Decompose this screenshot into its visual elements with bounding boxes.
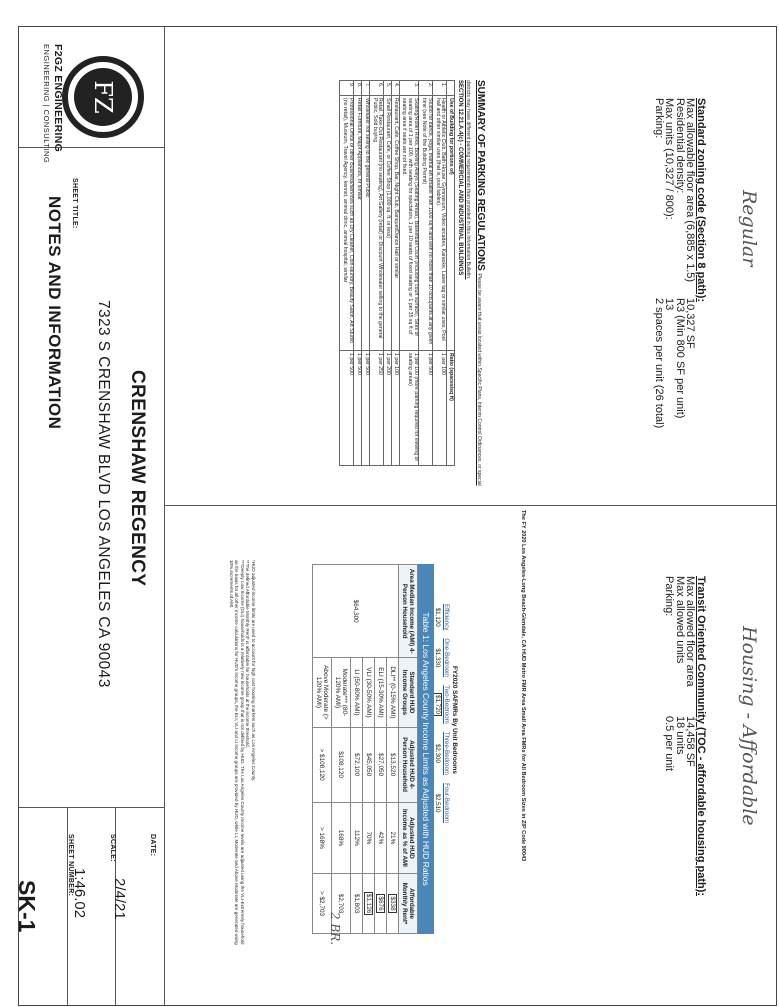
firm-block [18,44,64,190]
parking-summary-title: SUMMARY OF PARKING REGULATIONS Please be aware that areas located within Specific Plans, Interim Control Ordinances, or special districts may have different parking requirements than provided in this Information Bulletin. [465,80,486,486]
line-label: Max allowed units [674,576,686,664]
table-row: 7. Wholesaler not selling to the general Public 1 per 500 [362,81,370,466]
toc-zoning-title: Transit Oriented Community (TOC - affordable housing path): [695,576,707,897]
sheet-title: NOTES AND INFORMATION [45,196,64,430]
toc-zoning-block [650,576,706,896]
parking-summary-note: Please be aware that areas located within Specific Plans, Interim Control Ordinances, or special districts may have different parking requirements than provided in this Information Bulletin. [465,80,482,486]
firm-name: F2GZ ENGINEERING [52,44,64,153]
scale-label: SCALE: [109,834,116,862]
line-label: Parking: [663,576,676,617]
title-block-divider [164,27,165,1005]
line-label: Residential density: [674,98,686,194]
standard-zoning-line [675,98,686,418]
line-value: 18 units [674,716,686,755]
fmr-heading: The FY 2020 Los Angeles-Long Beach-Glendale, CA HUD Metro FMR Area Small Area FMRs for All Bedroom Sizes in ZIP Code 90043 [520,510,526,862]
table-row: 3. Skating/Roller Rinks, Bowling Alleys (Seating Areas), Basketball Court (including court surface), Sites or seating area of 1 per 100, with seating for spectators, 1 per 10 seats of fixed seating or 1 per 35 sq ft of seating area if seats are not fixed. 1 per 100 (more parking required for viewing or seating areas) [399,81,419,466]
scale-value: 1:46.02 [71,868,88,919]
line-label: Max units (10,327 / 800): [663,98,676,220]
content-divider [164,505,776,506]
table-row: 8. Retail Furniture, Major Appliances, or similar 1 per 500 [354,81,362,466]
toc-zoning-line [664,576,675,896]
fmr-table-title: FY2020 SAFMRs By Unit Bedrooms [451,666,458,774]
line-value: 13 [663,298,676,311]
date-block-divider [19,807,164,808]
line-value: 2 spaces per unit (26 total) [653,298,665,429]
standard-zoning-line [653,98,665,429]
table-row: 4. Restaurant, Cafe, Coffee Shop, Bar, Night Club, Banquet/Dance Hall or similar 1 per 100 [391,81,399,466]
table-row: 9. Professional Office or other Business/services such as Dry Cleaner, Coin-laundry, Beauty Salon, Art Studio (no retail), Museum, Travel Agency, kennel, animal clinic, animal hospital, similar 1 per 500 [340,81,354,466]
table-row: Above Moderate (> 120% AMI) > $108,120 > 168% > $2,703 [313,565,332,934]
sheet-number-value: SK-1 [14,880,40,933]
logo-text: FZ [89,80,117,114]
handwritten-affordable-note: Housing - Affordable [738,626,760,826]
parking-summary [306,80,486,490]
table-row: Efficiency One-Bedroom Two-Bedroom Three-Bedroom Four-Bedroom [443,604,450,823]
project-name: CRENSHAW REGENCY [127,370,148,587]
sheet-number-label: SHEET NUMBER: [67,834,74,897]
standard-zoning-block [650,98,707,429]
table-row: $1,120 $1,330 $1,720 $2,300 $2,510 [434,607,441,813]
table-row: 2. Studio for dance, yoga, martial art smaller than 1000 sq ft and with no more than 10 occupants at any given time (see Note of the Building Permit) 1 per 500 [419,81,433,466]
line-value: 14,458 SF [684,716,697,767]
line-value: 0.5 per unit [663,716,676,772]
handwritten-2br-note: 2 BR. [328,912,342,946]
line-label: Max allowable floor area (6,885 x 1.5) [684,98,697,283]
table-row: Moderate*** (80-120% AMI) $108,120 168% $2,703 [332,565,351,934]
income-table-footnotes: *HUD adjusted income limits are used to account for high cost housing markets such as Los Angeles County. **The defined Affordable Monthly Rent* is affordable for households at the income threshold. ***Deeply Low Income (DLI) households is a relatively new income group that is not defined by HUD. The Los Angeles County Income levels are adjusted using the VLI-Extremely household as the basis for all other income calculations for HUD's income groups, the ELI, VLI and LI income groups are provided by HUD, while LI, Moderate and Above Moderate are generated using 10% increments of AMI. [228,560,256,945]
table-row: $64,300 DLI** (0-15% AMI) $13,520 21% $338 [387,565,399,934]
table-row: 1. Health or Athletic Club, Bath House, Gymnasium, Video arcades, Karaoke, Laser tag or similar uses, Pool hall and other similar uses (that is, pool tables). 1 per 100 [433,81,447,466]
sheet-title-label: SHEET TITLE: [71,178,78,229]
table-row: Area Median Income (AMI) 4-Person Household Standard HUD Income Groups Adjusted HUD 4-Person Household Adjusted HUD Income as % of AMI Affordable Monthly Rent* [399,565,418,934]
line-label: Parking: [653,98,665,139]
table-row: 6. Retail, Take-Out Restaurant (no seating), Art Gallery (retail) or Discount Wholesaler selling to the general Public, Sold buying 1 per 250 [370,81,384,466]
table-row: 5. Small Restaurant, Cafe, or Coffee Shop (1,000 sq. ft. or less) 1 per 200 [383,81,391,466]
circled-value: $1,720 [434,695,441,714]
income-limits-table [234,564,434,934]
toc-zoning-line [675,576,686,896]
table-row: ELI (15-30% AMI) $27,050 42% $676 [375,565,387,934]
standard-zoning-title: Standard zoning code (Section 8 path): [695,98,707,303]
toc-zoning-line [685,576,696,896]
date-label: DATE: [149,834,156,857]
ami-value: $64,300 [313,565,399,658]
table-row: LI (50-80% AMI) $72,100 112% $1,803 [351,565,363,934]
table-row: VLI (30-50% AMI) $45,050 70% $1,126 [363,565,375,934]
table-row: Use of Building for portions of) Ratio (spaces/sq ft) [447,81,455,466]
parking-section-heading: SECTION 12.21.A.4(c) - COMMERCIAL AND INDUSTRIAL BUILDINGS [457,80,463,276]
line-label: Max allowed floor area [684,576,697,687]
date-value: 2/4/21 [111,878,128,920]
standard-zoning-line [664,98,675,418]
parking-table [339,80,455,466]
firm-subtitle: ENGINEERING | CONSULTING [42,44,51,164]
project-address: 7323 S CRENSHAW BLVD LOS ANGELES CA 90043 [95,300,112,688]
line-value: 10,327 SF [684,298,697,349]
firm-logo [62,56,144,138]
line-value: R3 (Min 800 SF per unit) [674,298,686,419]
standard-zoning-line [685,98,696,418]
income-table-caption: Table 1: Los Angeles County Income Limits as Adjusted with HUD Ratios [418,564,434,934]
handwritten-regular-note: Regular [738,190,760,267]
